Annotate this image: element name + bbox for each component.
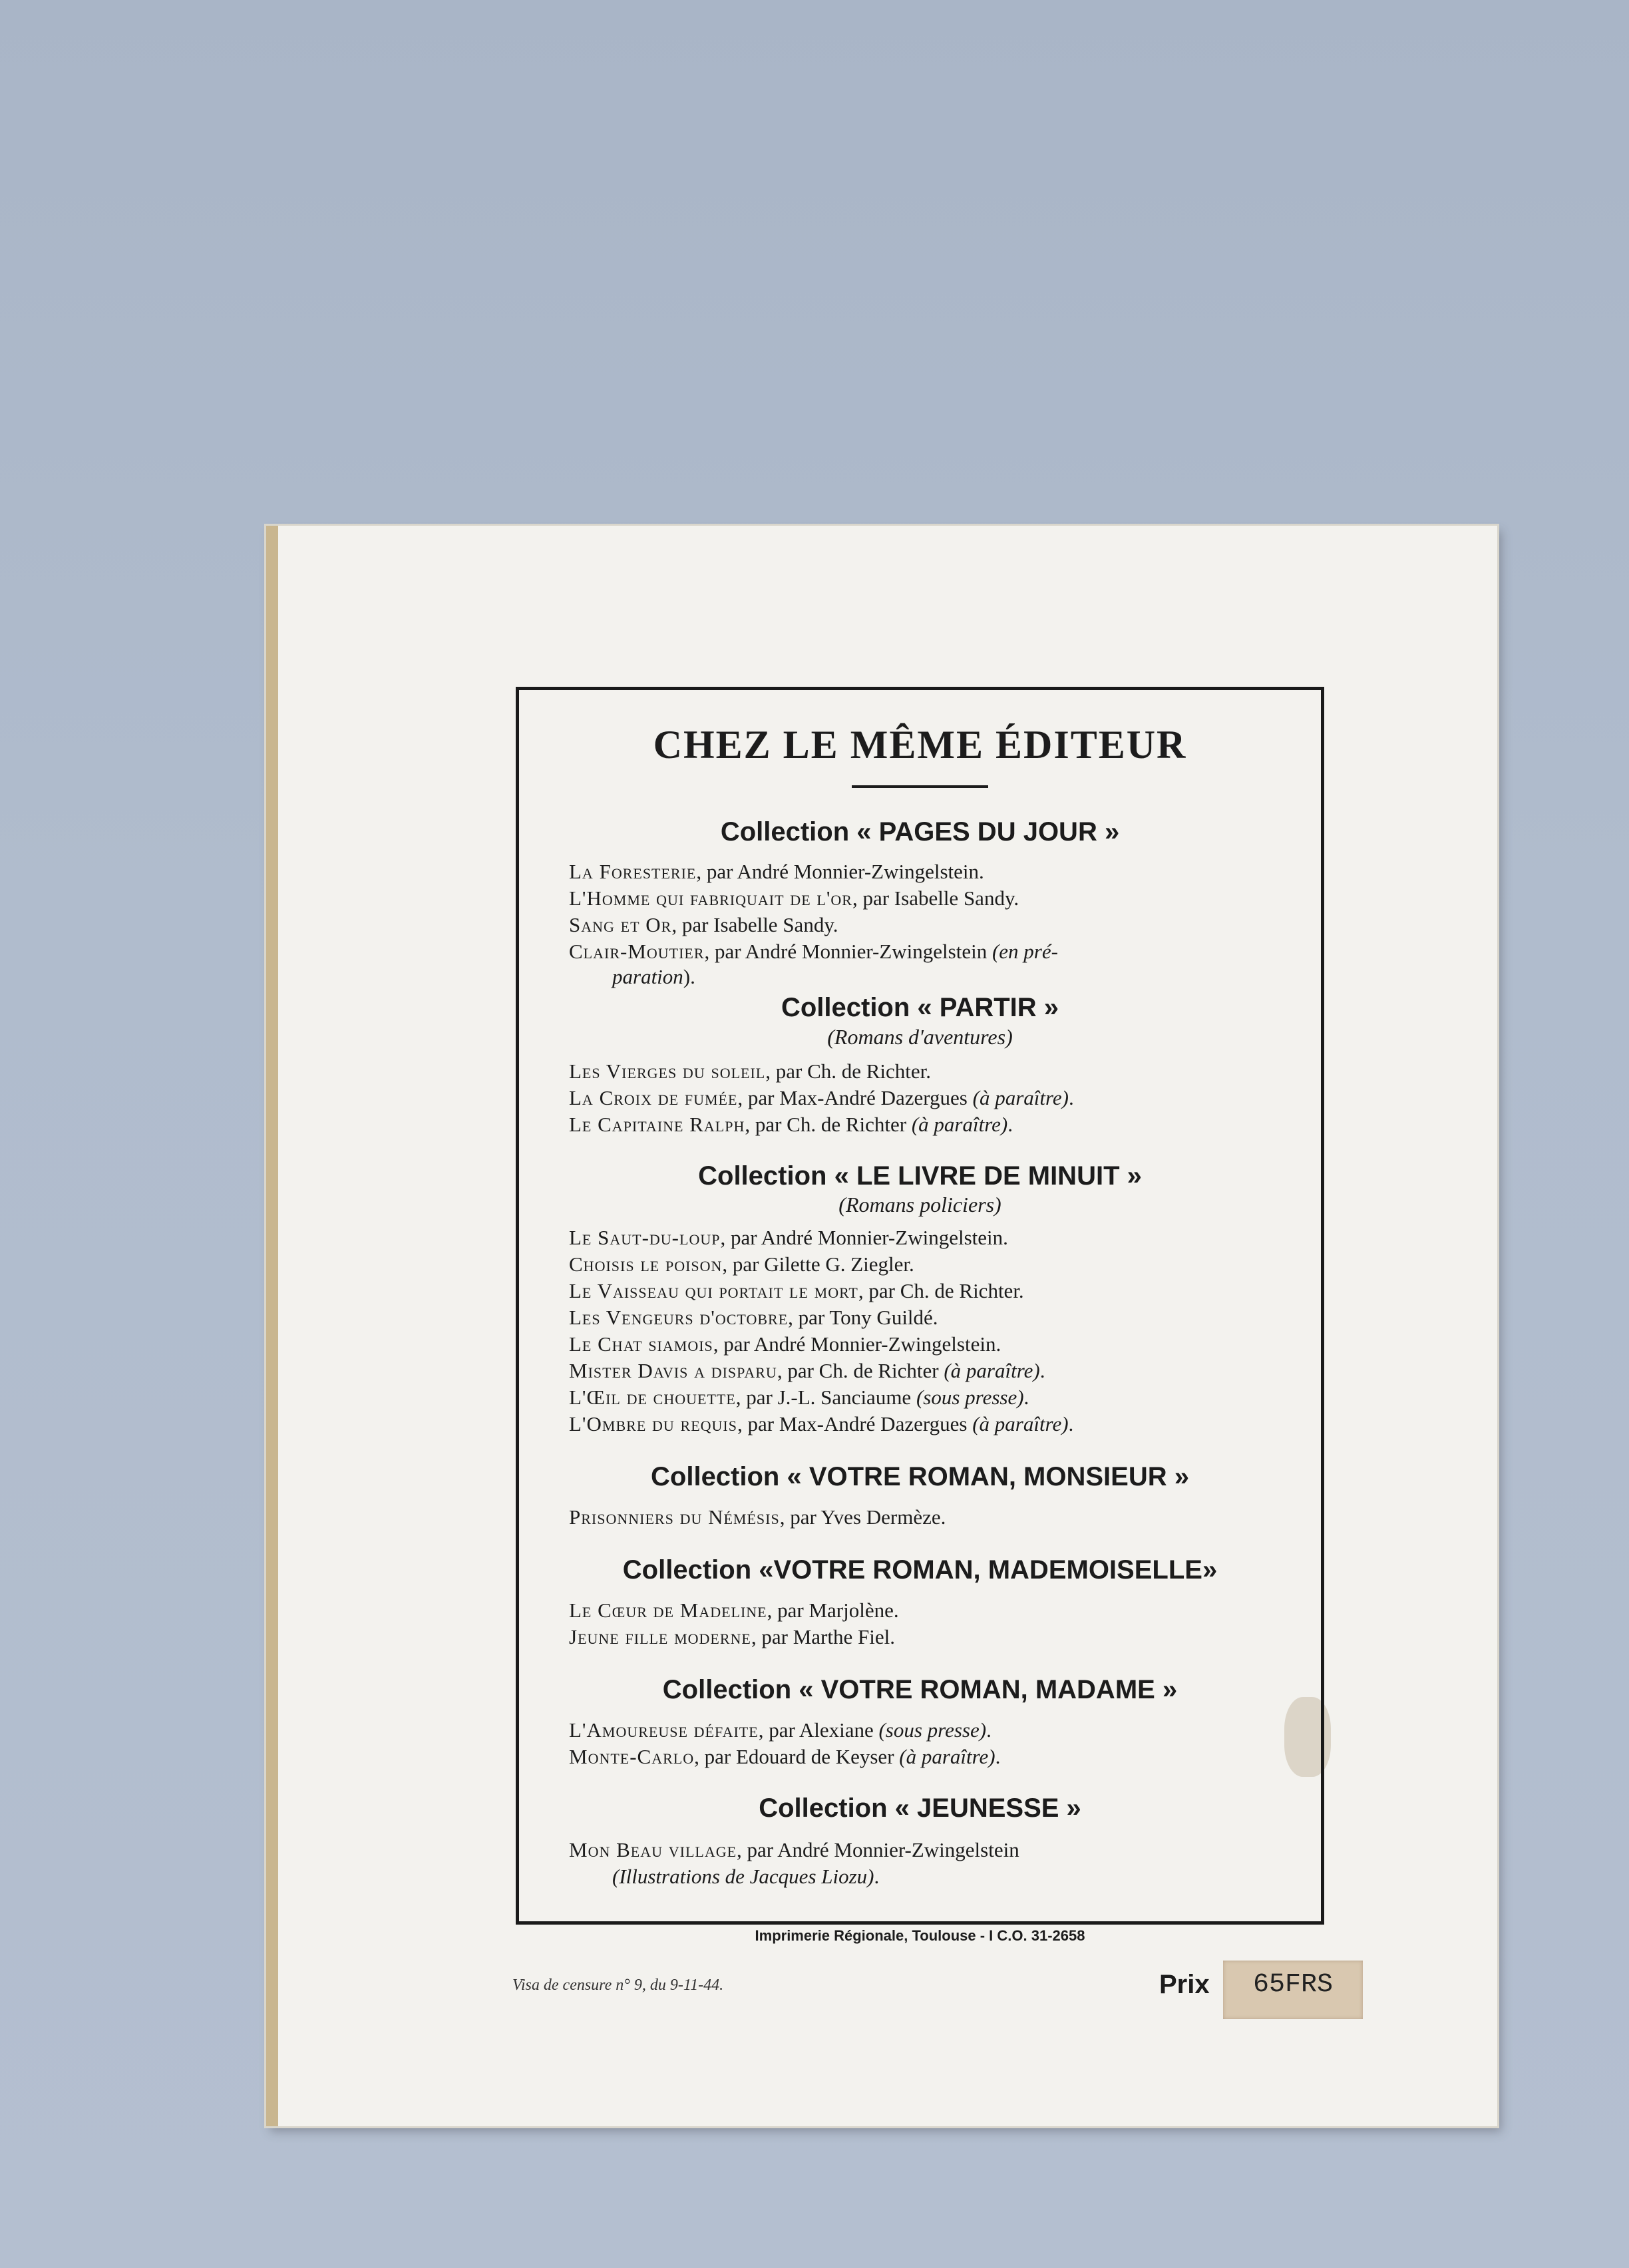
list-item: Les Vierges du soleil, par Ch. de Richter. [569,1059,932,1083]
heading-rule [852,785,988,788]
list-item: L'Ombre du requis, par Max-André Dazergues (à paraître). [569,1412,1074,1435]
list-item: Monte-Carlo, par Edouard de Keyser (à paraître). [569,1745,1001,1768]
list-item: paration). [612,965,695,988]
list-item: L'Amoureuse défaite, par Alexiane (sous presse). [569,1718,992,1742]
collection-title: Collection «VOTRE ROMAN, MADEMOISELLE» [622,1555,1218,1585]
list-item: Jeune fille moderne, par Marthe Fiel. [569,1625,895,1648]
price-label: Prix [1159,1970,1210,1999]
collection-title: Collection « VOTRE ROMAN, MADAME » [662,1675,1178,1704]
list-item: Le Cœur de Madeline, par Marjolène. [569,1599,899,1622]
collection-subtitle: (Romans d'aventures) [827,1025,1013,1049]
list-item: L'Homme qui fabriquait de l'or, par Isabelle Sandy. [569,886,1019,910]
list-item: La Foresterie, par André Monnier-Zwingelstein. [569,860,984,883]
list-item: Sang et Or, par Isabelle Sandy. [569,913,838,936]
printer-imprint: Imprimerie Régionale, Toulouse - I C.O. 31-2658 [755,1927,1085,1944]
list-item: Prisonniers du Némésis, par Yves Dermèze. [569,1505,946,1529]
list-item: Les Vengeurs d'octobre, par Tony Guildé. [569,1306,938,1329]
collection-title: Collection « LE LIVRE DE MINUIT » [698,1161,1142,1191]
price-value: 65FRS [1252,1970,1334,2000]
collection-title: Collection « JEUNESSE » [759,1794,1081,1823]
collection-title: Collection « PAGES DU JOUR » [720,817,1120,847]
collection-subtitle: (Romans policiers) [838,1193,1001,1217]
list-item: Choisis le poison, par Gilette G. Ziegler. [569,1252,914,1276]
list-item: Clair-Moutier, par André Monnier-Zwingelstein (en pré- [569,940,1058,963]
censorship-visa: Visa de censure n° 9, du 9-11-44. [512,1977,724,1994]
list-item: Mister Davis a disparu, par Ch. de Richter (à paraître). [569,1359,1045,1382]
list-item: (Illustrations de Jacques Liozu). [612,1865,880,1888]
list-item: Le Saut-du-loup, par André Monnier-Zwingelstein. [569,1226,1008,1249]
collection-title: Collection « VOTRE ROMAN, MONSIEUR » [651,1462,1189,1491]
list-item: L'Œil de chouette, par J.-L. Sanciaume (sous presse). [569,1386,1029,1409]
list-item: Le Vaisseau qui portait le mort, par Ch. de Richter. [569,1279,1024,1302]
list-item: La Croix de fumée, par Max-André Dazergues (à paraître). [569,1086,1074,1109]
list-item: Mon Beau village, par André Monnier-Zwingelstein [569,1838,1019,1861]
collection-title: Collection « PARTIR » [781,993,1059,1022]
list-item: Le Capitaine Ralph, par Ch. de Richter (à paraître). [569,1113,1013,1136]
list-item: Le Chat siamois, par André Monnier-Zwingelstein. [569,1332,1001,1356]
catalog-heading: CHEZ LE MÊME ÉDITEUR [653,723,1187,767]
book-spine-edge [266,526,278,2126]
